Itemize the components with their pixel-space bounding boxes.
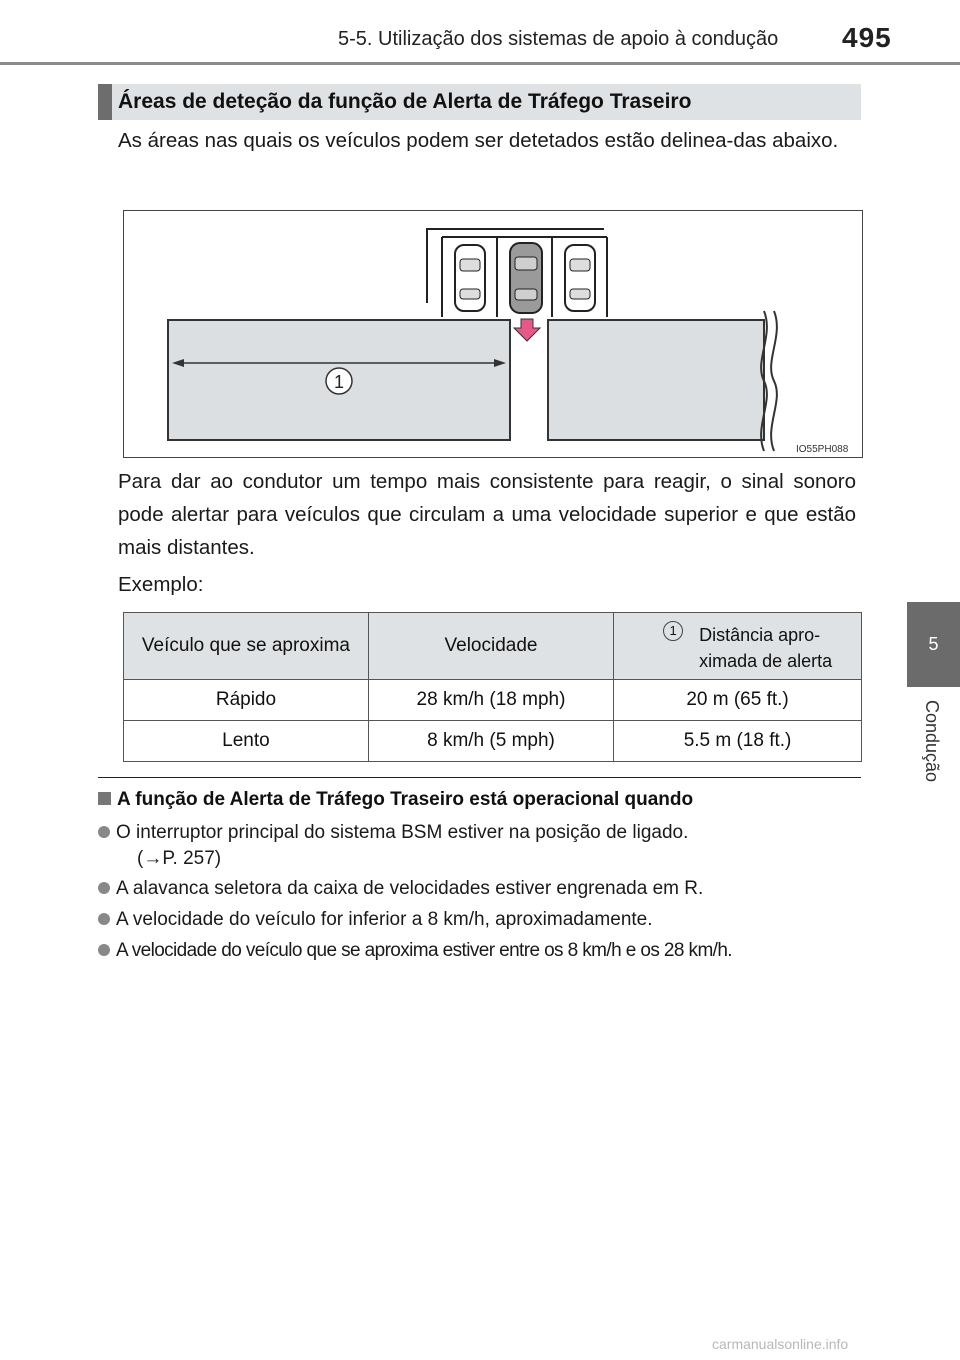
page-number: 495: [842, 22, 892, 53]
list-item: [98, 820, 688, 846]
chapter-tab[interactable]: 5: [907, 602, 960, 687]
header-section-title: 5-5. Utilização dos sistemas de apoio à condução: [338, 28, 779, 50]
list-item-text: A velocidade do veículo que se aproxima estiver entre os 8 km/h e os 28 km/h.: [116, 940, 732, 961]
cell-vehicle: Rápido: [124, 680, 369, 721]
header-alert-distance: [614, 613, 862, 680]
bullet-icon: [98, 882, 110, 894]
table-header-row: [124, 613, 862, 680]
header-approaching-vehicle: Veículo que se aproxima: [124, 613, 369, 680]
notes-heading: [98, 789, 693, 811]
parked-car-left-icon: [455, 245, 485, 311]
intro-paragraph: As áreas nas quais os veículos podem ser detetados estão delinea-das abaixo.: [118, 129, 839, 152]
range-callout-number: 1: [333, 372, 345, 392]
alert-distance-table: [123, 612, 862, 762]
list-item: [98, 876, 703, 902]
list-item: [98, 907, 653, 933]
bullet-icon: [98, 913, 110, 925]
header-speed: Velocidade: [368, 613, 613, 680]
bullet-icon: [98, 944, 110, 956]
chapter-label: [918, 700, 948, 800]
header-rule: [0, 62, 960, 65]
table-row: [124, 721, 862, 762]
list-item-text: O interruptor principal do sistema BSM estiver na posição de ligado.: [116, 822, 689, 843]
bullet-icon: [98, 826, 110, 838]
section-title: Áreas de deteção da função de Alerta de Tráfego Traseiro: [118, 90, 692, 113]
cell-speed: 8 km/h (5 mph): [368, 721, 613, 762]
detection-zone-right: [548, 320, 764, 440]
watermark: carmanualsonline.info: [712, 1336, 849, 1352]
reversing-car-icon: [510, 243, 542, 313]
timing-paragraph: Para dar ao condutor um tempo mais consistente para reagir, o sinal sonoro pode alertar para veículos que circulam a uma velocidade superior e que estão mais distantes.: [118, 470, 856, 559]
example-label: Exemplo:: [118, 573, 204, 596]
header-callout: 1: [663, 621, 683, 641]
chapter-label-text: Condução: [922, 700, 942, 783]
detection-area-diagram: [123, 210, 863, 458]
cell-distance: 20 m (65 ft.): [614, 680, 862, 721]
list-item: [98, 938, 732, 964]
reverse-arrow-icon: [514, 319, 540, 341]
diagram-code: IO55PH088: [796, 444, 849, 455]
square-bullet-icon: [98, 792, 111, 805]
table-row: [124, 680, 862, 721]
list-item-text: A velocidade do veículo for inferior a 8 km/h, aproximadamente.: [116, 909, 653, 930]
cell-distance: 5.5 m (18 ft.): [614, 721, 862, 762]
cell-speed: 28 km/h (18 mph): [368, 680, 613, 721]
header-distance-line2: ximada de alerta: [699, 651, 833, 671]
header-distance-line1: Distância apro-: [699, 625, 821, 645]
cell-vehicle: Lento: [124, 721, 369, 762]
diagram-svg: [124, 211, 862, 457]
notes-divider: [98, 777, 861, 778]
section-marker: [98, 84, 112, 120]
page-reference-link[interactable]: (→P. 257): [137, 848, 222, 869]
list-item-text: A alavanca seletora da caixa de velocidades estiver engrenada em R.: [116, 878, 704, 899]
parked-car-right-icon: [565, 245, 595, 311]
notes-heading-text: A função de Alerta de Tráfego Traseiro está operacional quando: [117, 789, 694, 810]
